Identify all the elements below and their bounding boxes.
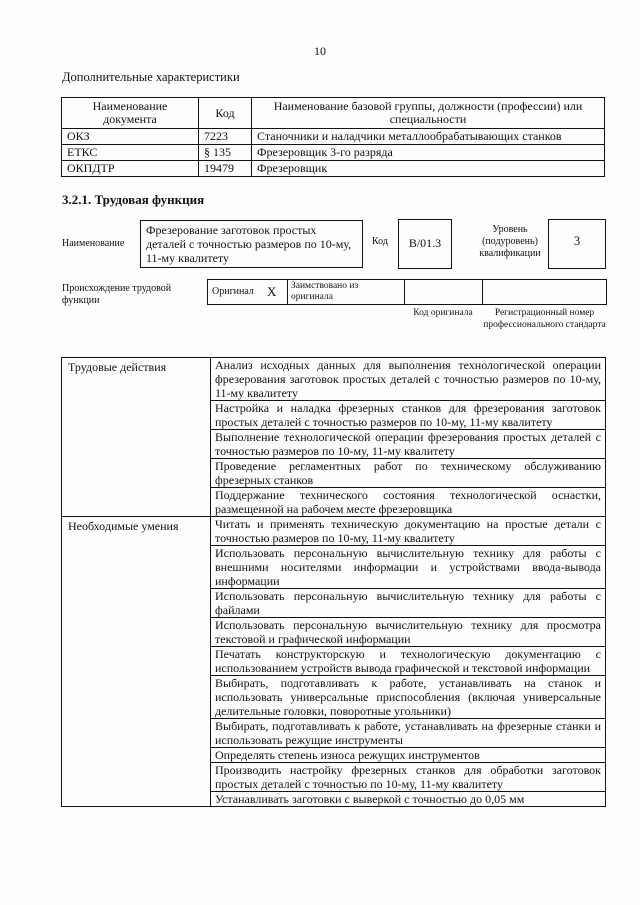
section-item: Выбирать, подготавливать к работе, устанавливать на фрезерные станки и использовать режущие инструменты (211, 719, 606, 748)
cell-doc: ОКЗ (62, 129, 199, 145)
function-code-value: B/01.3 (398, 219, 452, 269)
section-item: Определять степень износа режущих инструментов (211, 748, 606, 763)
cell-code: § 135 (199, 145, 252, 161)
section-item: Использовать персональную вычислительную технику для работы с файлами (211, 589, 606, 618)
function-code-label: Код (372, 236, 388, 247)
origin-code-cell (405, 280, 483, 304)
section-item: Читать и применять техническую документацию на простые детали с точностью размеров по 10-му, 11-му квалитету (211, 517, 606, 546)
section-item: Использовать персональную вычислительную технику для просмотра текстовой и графической информации (211, 618, 606, 647)
qualification-level-value: 3 (548, 219, 606, 269)
table-row (62, 145, 605, 161)
section-item: Устанавливать заготовки с выверкой с точностью до 0,05 мм (211, 792, 606, 807)
section-item: Производить настройку фрезерных станков для обработки заготовок простых деталей с точностью по 10-му, 11-му квалитету (211, 763, 606, 792)
cell-doc: ЕТКС (62, 145, 199, 161)
function-name-label: Наименование (62, 238, 125, 249)
origin-reg-number-cell (483, 280, 608, 304)
section-category-title: Трудовые действия (62, 358, 211, 517)
header-code: Код (199, 98, 252, 129)
page-number: 10 (314, 44, 326, 58)
cell-doc: ОКПДТР (62, 161, 199, 177)
origin-reg-caption: Регистрационный номер профессионального стандарта (483, 308, 606, 330)
section-item: Проведение регламентных работ по техническому обслуживанию фрезерных станков (211, 459, 606, 488)
section-title-additional: Дополнительные характеристики (62, 70, 240, 84)
table-row (62, 161, 605, 177)
table-row (62, 517, 606, 546)
table-row (62, 358, 606, 401)
function-name-value: Фрезерование заготовок простых деталей с точностью размеров по 10-му, 11-му квалитету (140, 220, 363, 268)
cell-name: Станочники и наладчики металлообрабатывающих станков (252, 129, 605, 145)
cell-name: Фрезеровщик (252, 161, 605, 177)
qualification-level-label: Уровень (подуровень) квалификации (479, 224, 541, 259)
section-item: Выполнение технологической операции фрезерования простых деталей с точностью размеров по 10-му, 11-му квалитету (211, 430, 606, 459)
origin-code-caption: Код оригинала (413, 308, 473, 318)
section-category-title: Необходимые умения (62, 517, 211, 807)
origin-label: Происхождение трудовой функции (62, 283, 172, 306)
section-item: Поддержание технического состояния технологической оснастки, размещенной на рабочем месте фрезеровщика (211, 488, 606, 517)
origin-borrowed-label: Заимствовано из оригинала (288, 280, 405, 304)
cell-code: 7223 (199, 129, 252, 145)
table-row (62, 129, 605, 145)
section-item: Настройка и наладка фрезерных станков для фрезерования заготовок простых деталей с точностью размеров по 10-му, 11-му квалитету (211, 401, 606, 430)
origin-box (207, 279, 607, 305)
table-header-row (62, 98, 605, 129)
section-item: Печатать конструкторскую и технологическую документацию с использованием устройств вывода графической и текстовой информации (211, 647, 606, 676)
cell-name: Фрезеровщик 3-го разряда (252, 145, 605, 161)
origin-original-label: Оригинал (212, 286, 254, 297)
section-item: Анализ исходных данных для выполнения технологической операции фрезерования заготовок простых деталей с точностью размеров по 10-му, 11-му квалитету (211, 358, 606, 401)
origin-original-cell (208, 280, 288, 304)
function-details-table (61, 357, 606, 807)
reference-table (61, 97, 605, 177)
cell-code: 19479 (199, 161, 252, 177)
header-group-name: Наименование базовой группы, должности (профессии) или специальности (252, 98, 605, 129)
origin-original-mark: X (267, 284, 277, 299)
section-item: Выбирать, подготавливать к работе, устанавливать на станок и использовать универсальные приспособления (включая универсальные делительные головки, поворотные угольники) (211, 676, 606, 719)
header-doc-name: Наименование документа (62, 98, 199, 129)
section-item: Использовать персональную вычислительную технику для работы с внешними носителями информации и устройствами ввода-вывода информации (211, 546, 606, 589)
function-heading: 3.2.1. Трудовая функция (62, 192, 205, 207)
